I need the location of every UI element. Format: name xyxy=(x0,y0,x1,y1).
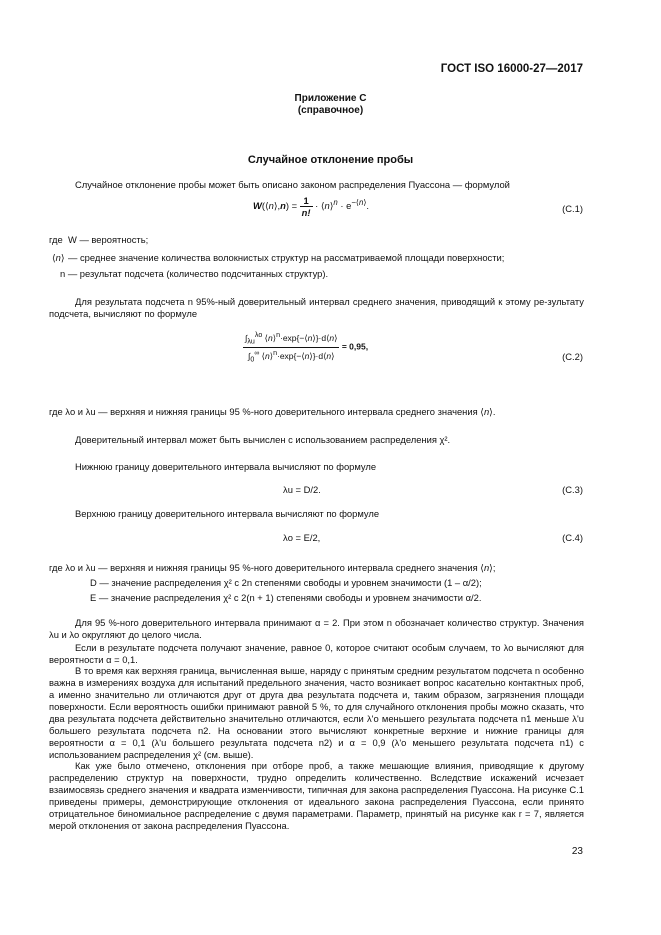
formula-c1: W(⟨n⟩,n) = $\frac{1}{n!}$ · ⟨n⟩$^n$ · $e^{-⟨n⟩}$. xyxy=(253,195,369,218)
formula-c3: λu = D/2. xyxy=(283,484,321,495)
paragraph-4: Как уже было отмечено, отклонения при отборе проб, а также мешающие влияния, приводящие к другому распределению структур на поверхности, трудно определить количественно. Вследствие искажений исчезает взаимосвязь среднего значения и квадрата изменчивости, типичная для закона распределения Пуассона. На рисунке С.1 приведены примеры, демонстрирующие отклонения от идеального закона распределения Пуассона, если принято отрицательное биномиальное распределение с двумя параметрами. Параметр, принятый на рисунке как r = 7, является мерой отклонения от закона распределения Пуассона. xyxy=(49,760,584,831)
annex-subtitle: (справочное) xyxy=(297,105,364,116)
where-bounds: где λo и λu — верхняя и нижняя границы 95 %-ного доверительного интервала среднего значения ⟨n⟩. xyxy=(49,406,496,417)
formula-c3-label: (С.3) xyxy=(562,484,583,495)
formula-c2-label: (С.2) xyxy=(562,351,583,362)
chi-paragraph: Доверительный интервал может быть вычислен с использованием распределения χ². xyxy=(75,434,451,445)
intro-text: Случайное отклонение пробы может быть описано законом распределения Пуассона — формулой xyxy=(75,179,510,190)
paragraph-1: Для 95 %-ного доверительного интервала принимают α = 2. При этом n обозначает количество структур. Значения λu и λo округляют до целого числа. xyxy=(49,617,584,640)
lower-bound-paragraph: Нижнюю границу доверительного интервала вычисляют по формуле xyxy=(75,461,377,472)
annex-heading xyxy=(0,93,661,117)
where-e: E — значение распределения χ² с 2(n + 1) степенями свободы и уровнем значимости α/2. xyxy=(90,592,482,603)
formula-c2-value: = 0,95, xyxy=(341,341,369,352)
where-bounds-2: где λo и λu — верхняя и нижняя границы 95 %-ного доверительного интервала среднего значения ⟨n⟩; xyxy=(49,562,496,573)
where-w: W — вероятность; xyxy=(68,234,149,245)
paragraph-3: В то время как верхняя граница, вычисленная выше, наряду с принятым средним результатом подсчета n особенно важна в измерениях воздуха для испытаний предельного значения, часто возникает вопрос касательно контактных проб, а именно значительно ли отличаются друг от друга два результата подсчета и, таким образом, загрязнения площади поверхности. Если вероятность ошибки принимают равной 5 %, то для случайного отклонения пробы можно сказать, что два результата подсчета действительно значительно отличаются, если λ'o меньшего результата подсчета n1 меньше λ'u большего результата подсчета n2. На основании этого вычисляют конкретные верхние и нижние границы для вероятности α = 0,1 (λ'u большего результата подсчета n2) и α = 0,9 (λ'o меньшего результата подсчета n1) с использованием распределения χ² (см. выше). xyxy=(49,665,584,760)
where-mean-n: — среднее значение количества волокнистых структур на рассматриваемой площади поверхности; xyxy=(68,252,505,263)
annex-title: Приложение С xyxy=(294,93,367,104)
where-n: n — результат подсчета (количество подсчитанных структур). xyxy=(60,268,329,279)
where-d: D — значение распределения χ² с 2n степенями свободы и уровнем значимости (1 – α/2); xyxy=(90,577,482,588)
formula-c4-label: (С.4) xyxy=(562,532,583,543)
formula-c2: $\frac{\int_{\lambda u}^{\lambda o} ⟨n⟩^n\cdot\exp\{-⟨n⟩\}\cdot d⟨n⟩}{\int_0^\infty ⟨n⟩^n\cdot\exp\{-⟨n⟩\}\cdot d⟨n⟩}$ = 0,95, xyxy=(245,331,369,364)
interval-paragraph: Для результата подсчета n 95%-ный доверительный интервал среднего значения, приводящий к этому ре-зультату подсчета, вычисляют по формуле xyxy=(49,296,584,319)
formula-c1-label: (С.1) xyxy=(562,203,583,214)
upper-bound-paragraph: Верхнюю границу доверительного интервала вычисляют по формуле xyxy=(75,508,380,519)
paragraph-2: Если в результате подсчета получают значение, равное 0, которое считают особым случаем, то λo вычисляют для вероятности α = 0,1. xyxy=(49,642,584,665)
section-title: Случайное отклонение пробы xyxy=(247,154,414,166)
where-lead: где xyxy=(49,234,63,245)
standard-header: ГОСТ ISO 16000-27—2017 xyxy=(440,63,583,75)
formula-c4: λo = E/2, xyxy=(283,532,321,543)
page-number: 23 xyxy=(571,846,583,857)
mean-symbol: ⟨n⟩ xyxy=(52,252,65,263)
